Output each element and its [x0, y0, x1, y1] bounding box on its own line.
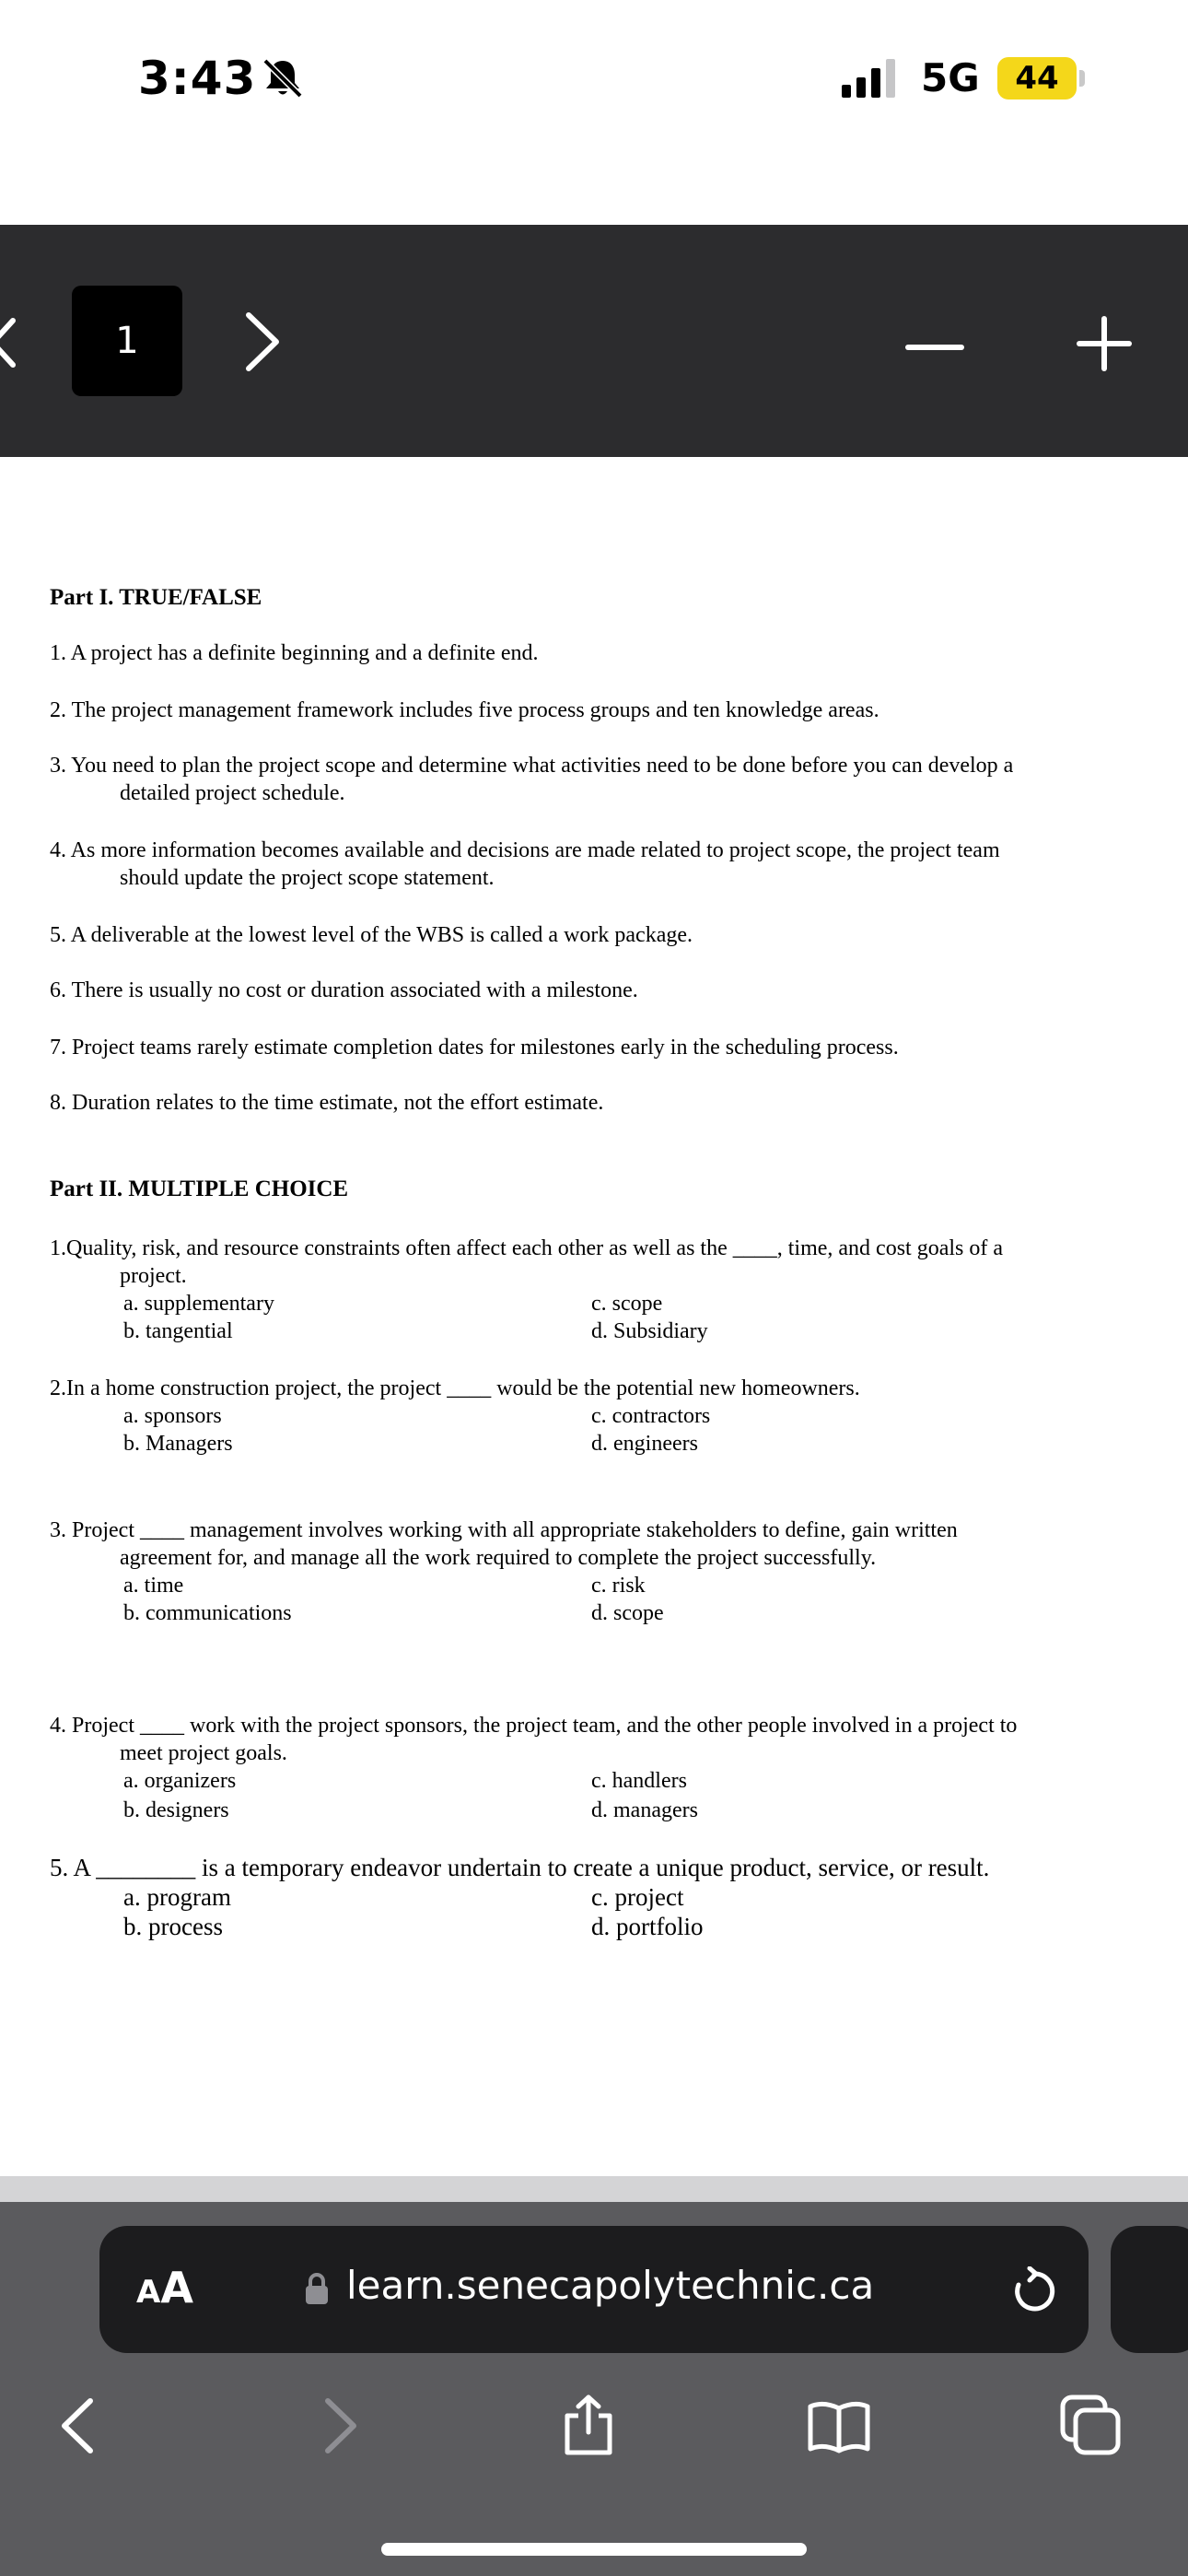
mc-question-1: 1.Quality, risk, and resource constraints often affect each other as well as the ____, time, and cost goals of a: [50, 1236, 1003, 1260]
mc-q2-option-b: b. Managers: [123, 1432, 233, 1456]
address-bar[interactable]: [99, 2226, 1089, 2353]
mc-question-3: 3. Project ____ management involves working with all appropriate stakeholders to define, gain written: [50, 1518, 958, 1542]
mc-q3-option-c: c. risk: [591, 1574, 646, 1598]
cellular-signal-icon: [840, 59, 901, 100]
mc-q4-option-b: b. designers: [123, 1798, 229, 1822]
mc-q4-option-d: d. managers: [591, 1798, 698, 1822]
mc-q2-option-a: a. sponsors: [123, 1404, 222, 1428]
mc-question-2: 2.In a home construction project, the project ____ would be the potential new homeowners.: [50, 1376, 860, 1400]
mc-q4-option-c: c. handlers: [591, 1769, 687, 1793]
tf-question-3-cont: detailed project schedule.: [120, 781, 345, 805]
mc-q2-option-c: c. contractors: [591, 1404, 711, 1428]
tf-question-4: 4. As more information becomes available and decisions are made related to project scope, the project team: [50, 838, 1000, 862]
page-settings-button[interactable]: AA: [136, 2263, 193, 2313]
mc-q3-option-b: b. communications: [123, 1601, 292, 1625]
forward-icon[interactable]: [308, 2394, 372, 2458]
mc-question-1-cont: project.: [120, 1264, 187, 1288]
tf-question-1: 1. A project has a definite beginning and a definite end.: [50, 641, 539, 665]
mc-question-4: 4. Project ____ work with the project sponsors, the project team, and the other people involved in a project to: [50, 1714, 1018, 1738]
network-type: 5G: [921, 55, 980, 100]
tabs-icon[interactable]: [1059, 2394, 1124, 2458]
mc-question-4-cont: meet project goals.: [120, 1741, 287, 1765]
mc-q5-option-a: a. program: [123, 1883, 231, 1911]
reload-icon[interactable]: [1009, 2266, 1059, 2316]
chevron-left-icon[interactable]: [0, 315, 22, 370]
tf-question-2: 2. The project management framework includes five process groups and ten knowledge areas.: [50, 698, 879, 722]
mc-q1-option-b: b. tangential: [123, 1319, 233, 1343]
lock-icon: [304, 2272, 330, 2305]
mc-q5-option-b: b. process: [123, 1913, 223, 1940]
browser-toolbar: [0, 2202, 1188, 2576]
mc-q1-option-c: c. scope: [591, 1292, 663, 1316]
next-tab-peek[interactable]: [1111, 2226, 1188, 2353]
mc-q2-option-d: d. engineers: [591, 1432, 698, 1456]
url-text[interactable]: learn.senecapolytechnic.ca: [346, 2263, 875, 2308]
mc-q5-option-d: d. portfolio: [591, 1913, 704, 1940]
mc-q1-option-d: d. Subsidiary: [591, 1319, 708, 1343]
share-icon[interactable]: [556, 2394, 621, 2458]
mc-question-3-cont: agreement for, and manage all the work required to complete the project successfully.: [120, 1546, 877, 1570]
tf-question-8: 8. Duration relates to the time estimate, not the effort estimate.: [50, 1091, 604, 1115]
page-number-field[interactable]: 1: [72, 286, 182, 396]
tf-question-7: 7. Project teams rarely estimate completion dates for milestones early in the scheduling process.: [50, 1036, 899, 1060]
pdf-document-page: [0, 461, 1188, 2174]
mc-q3-option-d: d. scope: [591, 1601, 664, 1625]
status-time: 3:43: [138, 52, 257, 105]
tf-question-4-cont: should update the project scope statement.: [120, 866, 495, 890]
mc-q3-option-a: a. time: [123, 1574, 184, 1598]
part1-title: Part I. TRUE/FALSE: [50, 585, 262, 610]
bookmarks-icon[interactable]: [807, 2394, 871, 2458]
mc-q5-option-c: c. project: [591, 1883, 684, 1911]
back-icon[interactable]: [46, 2394, 111, 2458]
mc-q1-option-a: a. supplementary: [123, 1292, 274, 1316]
tf-question-5: 5. A deliverable at the lowest level of the WBS is called a work package.: [50, 923, 693, 947]
battery-indicator: 44: [997, 57, 1077, 100]
tf-question-3: 3. You need to plan the project scope and determine what activities need to be done before you can develop a: [50, 754, 1014, 778]
tf-question-6: 6. There is usually no cost or duration associated with a milestone.: [50, 978, 638, 1002]
battery-tip: [1079, 70, 1085, 87]
zoom-out-icon[interactable]: [904, 317, 965, 378]
zoom-in-icon[interactable]: [1074, 313, 1135, 374]
bell-slash-icon: [262, 57, 304, 100]
part2-title: Part II. MULTIPLE CHOICE: [50, 1177, 349, 1201]
home-indicator: [381, 2543, 807, 2556]
chevron-right-icon[interactable]: [239, 310, 284, 374]
page-separator: [0, 2176, 1188, 2202]
mc-question-5: 5. A ________ is a temporary endeavor undertain to create a unique product, service, or result.: [50, 1854, 990, 1881]
mc-q4-option-a: a. organizers: [123, 1769, 237, 1793]
pdf-toolbar: [0, 225, 1188, 457]
status-bar: [0, 0, 1188, 221]
